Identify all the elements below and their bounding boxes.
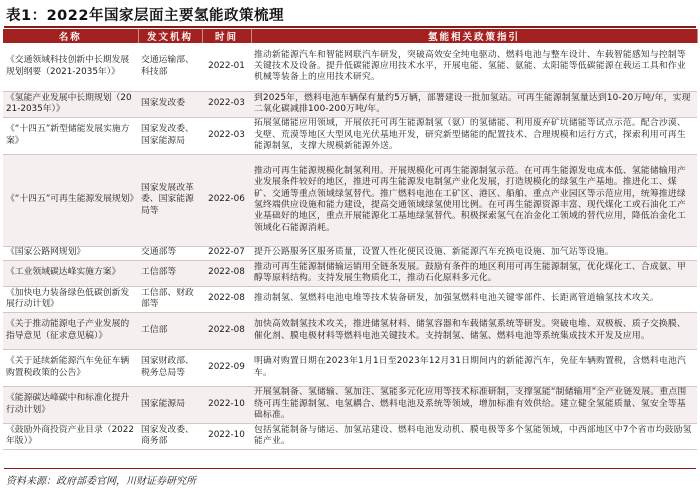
- table-row: [3, 43, 697, 91]
- policy-time: 2022-08: [202, 312, 251, 349]
- policy-name: 《关于推动能源电子产业发展的指导意见（征求意见稿）》: [3, 312, 138, 349]
- policy-agency: 交通运输部、科技部: [138, 43, 202, 91]
- policy-name: 《关于延续新能源汽车免征车辆购置税政策的公告》: [3, 349, 138, 386]
- column-header-time: 时间: [202, 29, 251, 43]
- policy-content: 提升公路服务区服务质量，设置人性化便民设施、新能源汽车充换电设施、加气站等设施。: [251, 246, 697, 260]
- column-header-content: 氢能相关政策指引: [251, 29, 697, 43]
- policy-name: 《“十四五”可再生能源发展规划》: [3, 154, 138, 246]
- policy-content: 拓展氢储能应用领域，开展依托可再生能源制氢（氨）的氢储能、利用废弃矿坑储能等试点示范。配合沙漠、戈壁、荒漠等地区大型风电光伏基地开发，研究新型储能的配置技术、合理规模和运行方式，探索利用可再生能源制氢，支撑大规模新能源外送。: [251, 117, 697, 154]
- policy-agency: 国家能源局: [138, 386, 202, 423]
- table-row: [3, 91, 697, 117]
- policy-time: 2022-03: [202, 117, 251, 154]
- policy-name: 《国家公路网规划》: [3, 246, 138, 260]
- policy-time: 2022-07: [202, 246, 251, 260]
- policy-time: 2022-01: [202, 43, 251, 91]
- table-row: [3, 246, 697, 260]
- policy-table: [3, 29, 698, 450]
- policy-agency: 国家财政部、税务总局等: [138, 349, 202, 386]
- policy-agency: 工信部、财政部等: [138, 286, 202, 312]
- policy-name: 《能源碳达峰碳中和标准化提升行动计划》: [3, 386, 138, 423]
- policy-content: 推动制氢、氢燃料电池电堆等技术装备研发，加强氢燃料电池关键零部件、长距离管道输氢技术攻关。: [251, 286, 697, 312]
- footer-rule: [4, 468, 696, 469]
- policy-time: 2022-08: [202, 286, 251, 312]
- policy-agency: 国家发改委、商务部: [138, 423, 202, 449]
- policy-name: 《鼓励外商投资产业目录（2022年版）》: [3, 423, 138, 449]
- policy-time: 2022-03: [202, 91, 251, 117]
- table-row: [3, 386, 697, 423]
- policy-agency: 国家发展改革委、国家能源局等: [138, 154, 202, 246]
- policy-content: 加快高效制氢技术攻关，推进储氢材料、储氢容器和车载储氢系统等研发。突破电堆、双极板、质子交换膜、催化剂、膜电极材料等燃料电池关键技术。支持制氢、储氢、燃料电池等系统集成技术开发及应用。: [251, 312, 697, 349]
- title-rule: [4, 26, 696, 28]
- table-row: [3, 423, 697, 449]
- table-row: [3, 312, 697, 349]
- table-row: [3, 349, 697, 386]
- policy-content: 推动可再生能源制储输运销用全链条发展。鼓励有条件的地区利用可再生能源制氢，优化煤化工、合成氨、甲醇等原料结构。支持发展生物质化工，推动石化原料多元化。: [251, 260, 697, 286]
- policy-time: 2022-08: [202, 260, 251, 286]
- policy-agency: 工信部: [138, 312, 202, 349]
- policy-time: 2022-06: [202, 154, 251, 246]
- policy-time: 2022-10: [202, 386, 251, 423]
- policy-content: 明确对购置日期在2023年1月1日至2023年12月31日期间内的新能源汽车，免征车辆购置税，含燃料电池汽车。: [251, 349, 697, 386]
- policy-name: 《交通领域科技创新中长期发展规划纲要（2021-2035年）》: [3, 43, 138, 91]
- table-row: [3, 286, 697, 312]
- source-note: 资料来源：政府部委官网，川财证券研究所: [6, 476, 196, 487]
- policy-time: 2022-10: [202, 423, 251, 449]
- table-row: [3, 260, 697, 286]
- policy-agency: 国家发改委、国家能源局: [138, 117, 202, 154]
- table-header-row: [3, 29, 697, 43]
- policy-agency: 国家发改委: [138, 91, 202, 117]
- policy-name: 《氢能产业发展中长期规划（2021-2035年）》: [3, 91, 138, 117]
- column-header-agency: 发文机构: [138, 29, 202, 43]
- policy-content: 到2025年，燃料电池车辆保有量约5万辆，部署建设一批加氢站。可再生能源制氢量达到10-20万吨/年，实现二氧化碳减排100-200万吨/年。: [251, 91, 697, 117]
- policy-agency: 交通部等: [138, 246, 202, 260]
- table-row: [3, 117, 697, 154]
- document-title: 表1：2022年国家层面主要氢能政策梳理: [6, 8, 284, 24]
- policy-name: 《工业领域碳达峰实施方案》: [3, 260, 138, 286]
- column-header-name: 名称: [3, 29, 138, 43]
- policy-agency: 工信部等: [138, 260, 202, 286]
- policy-content: 开展氢制备、氢储输、氢加注、氢能多元化应用等技术标准研制，支撑氢能“制储输用”全产业链发展。重点围绕可再生能源制氢、电氢耦合、燃料电池及系统等领域，增加标准有效供给。建立健全氢能质量、氢安全等基础标准。: [251, 386, 697, 423]
- policy-content: 推动新能源汽车和智能网联汽车研发，突破高效安全纯电驱动、燃料电池与整车设计、车载智能感知与控制等关键技术及设备。提升低碳能源应用技术水平，开展电能、氢能、氨能、太阳能等低碳能源在载运工具和作业机械等装备上的应用技术研究。: [251, 43, 697, 91]
- policy-name: 《“十四五”新型储能发展实施方案》: [3, 117, 138, 154]
- policy-time: 2022-09: [202, 349, 251, 386]
- policy-content: 包括氢能制备与储运、加氢站建设、燃料电池发动机、膜电极等多个氢能领域，中西部地区中7个省市均鼓励氢能产业。: [251, 423, 697, 449]
- table-row: [3, 154, 697, 246]
- policy-content: 推动可再生能源规模化制氢利用。开展规模化可再生能源制氢示范。在可再生能源发电成本低、氢能储输用产业发展条件较好的地区，推进可再生能源发电制氢产业化发展，打造规模化的绿氢生产基地。推进化工、煤矿、交通等重点领域绿氢替代。推广燃料电池在工矿区、港区、船舶、重点产业园区等示范应用，统筹推进绿氢终端供应设施和能力建设，提高交通领域绿氢使用比例。在可再生能源资源丰富、现代煤化工或石油化工产业基础好的地区，重点开展能源化工基地绿氢替代。积极探索氢气在冶金化工领域的替代应用，降低冶金化工领域化石能源消耗。: [251, 154, 697, 246]
- policy-name: 《加快电力装备绿色低碳创新发展行动计划》: [3, 286, 138, 312]
